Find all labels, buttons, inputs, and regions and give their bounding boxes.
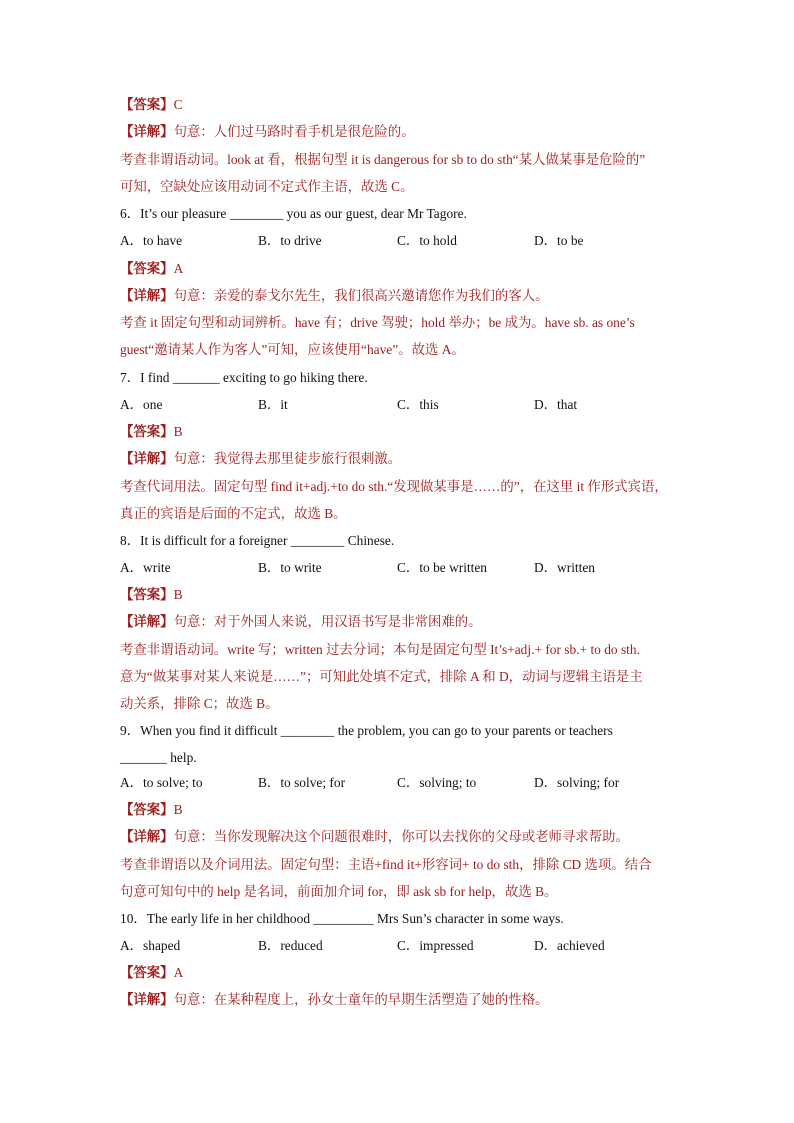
detail-label: 【详解】 xyxy=(120,829,174,844)
option-a: A．to solve; to xyxy=(120,775,203,790)
option-c: C．impressed xyxy=(397,938,474,953)
question-text: 9．When you find it difficult ________ the problem, you can go to your parents or teachers xyxy=(120,723,613,738)
answer-label: 【答案】 xyxy=(120,802,174,817)
detail-text: 句意：对于外国人来说，用汉语书写是非常困难的。 xyxy=(173,614,482,629)
detail-label: 【详解】 xyxy=(120,451,174,466)
option-b: B．to write xyxy=(258,560,322,575)
option-b: B．to drive xyxy=(258,233,322,248)
analysis-line: 考查代词用法。固定句型 find it+adj.+to do sth.“发现做某事是……的”，在这里 it 作形式宾语， xyxy=(120,479,668,494)
option-d: D．to be xyxy=(534,233,584,248)
detail-text: 句意：在某种程度上，孙女士童年的早期生活塑造了她的性格。 xyxy=(173,992,549,1007)
answer-value: A xyxy=(173,965,184,980)
detail-line xyxy=(120,990,680,1010)
question-text: 10．The early life in her childhood _________ Mrs Sun’s character in some ways. xyxy=(120,911,564,926)
detail-label: 【详解】 xyxy=(120,288,174,303)
answer-line xyxy=(120,422,680,442)
option-d: D．written xyxy=(534,560,595,575)
option-c: C．this xyxy=(397,397,439,412)
question-text: 7．I find _______ exciting to go hiking there. xyxy=(120,370,368,385)
detail-label: 【详解】 xyxy=(120,124,174,139)
option-a: A．to have xyxy=(120,233,183,248)
option-d: D．solving; for xyxy=(534,775,620,790)
option-b: B．to solve; for xyxy=(258,775,346,790)
analysis-line: 句意可知句中的 help 是名词，前面加介词 for，即 ask sb for help，故选 B。 xyxy=(120,884,558,899)
option-a: A．write xyxy=(120,560,171,575)
answer-label: 【答案】 xyxy=(120,965,174,980)
option-c: C．to hold xyxy=(397,233,457,248)
answer-value: C xyxy=(173,97,183,112)
analysis-line: 考查非谓语动词。write 写；written 过去分词；本句是固定句型 It’s+adj.+ for sb.+ to do sth. xyxy=(120,642,640,657)
question-text: 6．It’s our pleasure ________ you as our guest, dear Mr Tagore. xyxy=(120,206,467,221)
answer-value: B xyxy=(173,424,183,439)
answer-line xyxy=(120,95,680,115)
option-c: C．to be written xyxy=(397,560,488,575)
question-text: 8．It is difficult for a foreigner ________ Chinese. xyxy=(120,533,395,548)
option-d: D．that xyxy=(534,397,578,412)
question-text: _______ help. xyxy=(120,750,197,765)
option-b: B．reduced xyxy=(258,938,323,953)
option-c: C．solving; to xyxy=(397,775,477,790)
detail-text: 句意：人们过马路时看手机是很危险的。 xyxy=(173,124,415,139)
analysis-line: 真正的宾语是后面的不定式，故选 B。 xyxy=(120,506,347,521)
answer-line xyxy=(120,963,680,983)
option-b: B．it xyxy=(258,397,288,412)
answer-value: A xyxy=(173,261,184,276)
answer-value: B xyxy=(173,802,183,817)
answer-label: 【答案】 xyxy=(120,261,174,276)
detail-label: 【详解】 xyxy=(120,614,174,629)
option-d: D．achieved xyxy=(534,938,605,953)
answer-label: 【答案】 xyxy=(120,97,174,112)
detail-line xyxy=(120,612,680,632)
analysis-line: 意为“做某事对某人来说是……”；可知此处填不定式，排除 A 和 D，动词与逻辑主语是主 xyxy=(120,669,643,684)
option-a: A．shaped xyxy=(120,938,181,953)
analysis-line: 可知，空缺处应该用动词不定式作主语，故选 C。 xyxy=(120,179,414,194)
detail-text: 句意：当你发现解决这个问题很难时，你可以去找你的父母或老师寻求帮助。 xyxy=(173,829,629,844)
detail-text: 句意：亲爱的泰戈尔先生，我们很高兴邀请您作为我们的客人。 xyxy=(173,288,549,303)
detail-text: 句意：我觉得去那里徒步旅行很刺激。 xyxy=(173,451,402,466)
option-a: A．one xyxy=(120,397,163,412)
detail-line xyxy=(120,286,680,306)
answer-line xyxy=(120,259,680,279)
analysis-line: guest“邀请某人作为客人”可知，应该使用“have”。故选 A。 xyxy=(120,342,465,357)
answer-label: 【答案】 xyxy=(120,424,174,439)
detail-line xyxy=(120,122,680,142)
answer-line xyxy=(120,585,680,605)
answer-line xyxy=(120,800,680,820)
analysis-line: 考查 it 固定句型和动词辨析。have 有；drive 驾驶；hold 举办；be 成为。have sb. as one’s xyxy=(120,315,635,330)
detail-line xyxy=(120,449,680,469)
analysis-line: 动关系，排除 C；故选 B。 xyxy=(120,696,279,711)
detail-line xyxy=(120,827,680,847)
answer-label: 【答案】 xyxy=(120,587,174,602)
analysis-line: 考查非谓语以及介词用法。固定句型：主语+find it+形容词+ to do sth，排除 CD 选项。结合 xyxy=(120,857,652,872)
detail-label: 【详解】 xyxy=(120,992,174,1007)
analysis-line: 考查非谓语动词。look at 看，根据句型 it is dangerous for sb to do sth“某人做某事是危险的” xyxy=(120,152,646,167)
answer-value: B xyxy=(173,587,183,602)
